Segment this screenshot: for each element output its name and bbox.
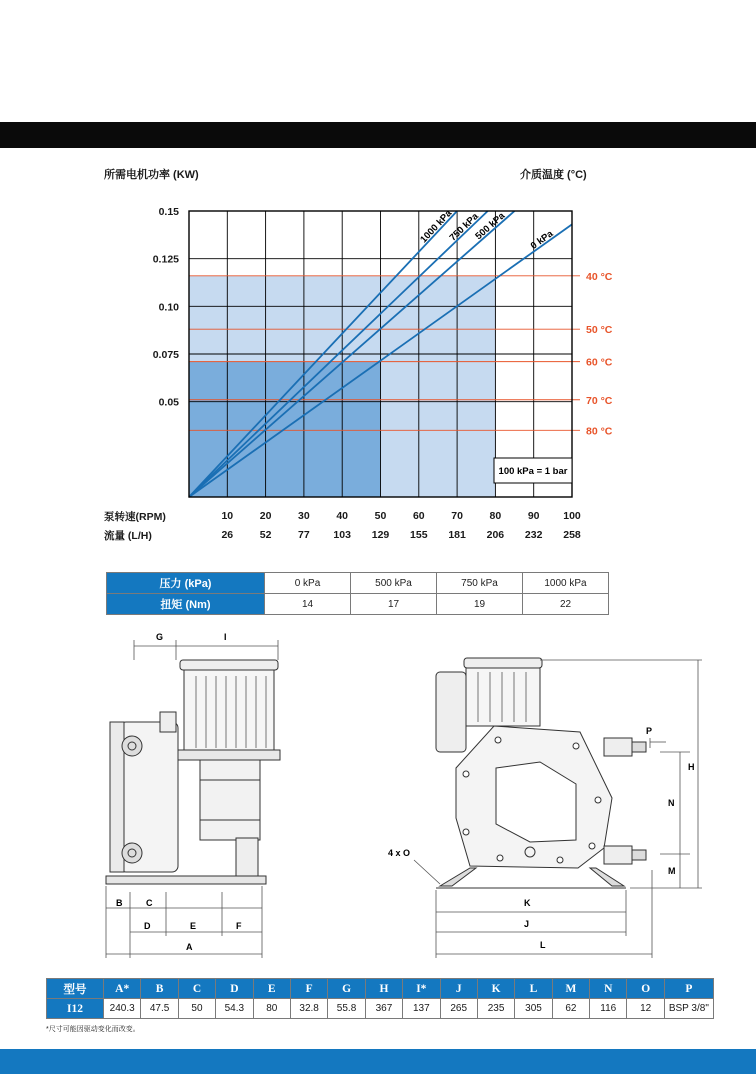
dim-value: BSP 3/8" — [664, 999, 713, 1019]
dim-value: 137 — [403, 999, 440, 1019]
rpm-row-label: 泵转速(RPM) — [104, 511, 166, 523]
pressure-cell: 1000 kPa — [523, 573, 609, 594]
dim-value: 47.5 — [141, 999, 178, 1019]
temperature-label: 50 °C — [586, 324, 613, 337]
dim-model: I12 — [47, 999, 104, 1019]
torque-cell: 17 — [351, 594, 437, 615]
temperature-label: 70 °C — [586, 394, 613, 407]
dim-value: 32.8 — [290, 999, 327, 1019]
side-view — [106, 640, 280, 958]
temperature-label: 60 °C — [586, 356, 613, 369]
torque-label: 扭矩 (Nm) — [107, 594, 265, 615]
dim-header-row — [47, 979, 714, 999]
y-tick-label: 0.10 — [158, 301, 179, 314]
dim-label-e: E — [190, 921, 197, 931]
rpm-tick-label: 90 — [527, 510, 540, 522]
dim-label-c: C — [146, 898, 153, 908]
flow-tick-label: 181 — [448, 529, 466, 541]
torque-cell: 19 — [437, 594, 523, 615]
rpm-tick-label: 20 — [259, 510, 272, 522]
temperature-label: 40 °C — [586, 270, 613, 283]
dim-label-l: L — [540, 940, 546, 950]
dim-header: M — [552, 979, 589, 999]
dim-header: O — [627, 979, 664, 999]
dim-header: I* — [403, 979, 440, 999]
footer-band — [0, 1049, 756, 1074]
dim-header: N — [590, 979, 627, 999]
torque-cell: 22 — [523, 594, 609, 615]
dim-header: 型号 — [47, 979, 104, 999]
temperature-axis-title: 介质温度 (°C) — [520, 169, 587, 181]
series-label: 0 kPa — [528, 228, 556, 252]
dim-label-p: P — [646, 726, 653, 736]
rpm-tick-label: 40 — [336, 510, 349, 522]
dim-header: D — [216, 979, 253, 999]
flow-tick-label: 258 — [563, 529, 581, 541]
rpm-tick-label: 70 — [451, 510, 463, 522]
note-text: 100 kPa = 1 bar — [498, 466, 568, 477]
dim-header: G — [328, 979, 365, 999]
dim-value: 367 — [365, 999, 402, 1019]
dim-value-row — [47, 999, 714, 1019]
dim-label-d: D — [144, 921, 151, 931]
pressure-torque-table — [106, 572, 609, 615]
rpm-tick-label: 10 — [221, 510, 234, 522]
flow-tick-label: 103 — [333, 529, 351, 541]
pressure-cell: 750 kPa — [437, 573, 523, 594]
torque-row — [107, 594, 609, 615]
dim-value: 235 — [477, 999, 514, 1019]
series-label: 1000 kPa — [418, 208, 455, 246]
flow-tick-label: 232 — [524, 529, 543, 541]
dim-label-h: H — [688, 762, 695, 772]
unit-note — [494, 458, 572, 483]
y-ticks — [153, 206, 179, 409]
dim-label-g: G — [156, 632, 164, 642]
flow-row-label: 流量 (L/H) — [104, 530, 152, 542]
y-tick-label: 0.125 — [152, 253, 179, 266]
footnote: *尺寸可能因驱动变化而改变。 — [46, 1026, 140, 1033]
bolt-label: 4 x O — [388, 848, 411, 858]
dim-header: P — [664, 979, 713, 999]
flow-tick-label: 206 — [486, 529, 505, 541]
rpm-tick-label: 50 — [374, 510, 387, 522]
dim-label-k: K — [524, 898, 531, 908]
dim-header: K — [477, 979, 514, 999]
series-label: 500 kPa — [473, 210, 508, 243]
front-view — [414, 658, 702, 958]
temperature-label: 80 °C — [586, 425, 613, 438]
dim-header: E — [253, 979, 290, 999]
dim-value: 62 — [552, 999, 589, 1019]
dim-label-m: M — [668, 866, 676, 876]
dim-value: 116 — [590, 999, 627, 1019]
dim-label-f: F — [236, 921, 242, 931]
flow-tick-label: 77 — [298, 529, 310, 541]
y-tick-label: 0.05 — [158, 396, 179, 409]
dim-value: 54.3 — [216, 999, 253, 1019]
flow-tick-label: 52 — [259, 529, 272, 541]
dim-header: A* — [104, 979, 141, 999]
pump-dimension-drawing — [0, 620, 756, 970]
rpm-tick-label: 80 — [489, 510, 502, 522]
pressure-cell: 0 kPa — [265, 573, 351, 594]
dim-label-j: J — [524, 919, 530, 929]
dim-header: J — [440, 979, 477, 999]
dim-value: 305 — [515, 999, 552, 1019]
dim-label-n: N — [668, 798, 675, 808]
flow-tick-label: 26 — [221, 529, 234, 541]
rpm-tick-label: 60 — [412, 510, 425, 522]
dimension-table — [46, 978, 714, 1019]
pressure-cell: 500 kPa — [351, 573, 437, 594]
dim-label-b: B — [116, 898, 123, 908]
flow-tick-label: 129 — [371, 529, 390, 541]
y-axis-title: 所需电机功率 (KW) — [104, 169, 199, 181]
pressure-row — [107, 573, 609, 594]
dim-value: 12 — [627, 999, 664, 1019]
rpm-tick-label: 100 — [563, 510, 581, 522]
y-tick-label: 0.075 — [152, 349, 179, 361]
series-label: 750 kPa — [447, 211, 481, 244]
dim-value: 50 — [178, 999, 215, 1019]
flow-tick-label: 155 — [410, 529, 428, 541]
dim-header: L — [515, 979, 552, 999]
dim-label-a: A — [186, 942, 193, 952]
dim-header: C — [178, 979, 215, 999]
dim-value: 55.8 — [328, 999, 365, 1019]
torque-cell: 14 — [265, 594, 351, 615]
dim-value: 80 — [253, 999, 290, 1019]
rpm-tick-label: 30 — [298, 510, 310, 522]
dim-header: B — [141, 979, 178, 999]
dim-label-i: I — [224, 632, 227, 642]
dim-header: H — [365, 979, 402, 999]
dim-header: F — [290, 979, 327, 999]
dim-value: 240.3 — [104, 999, 141, 1019]
x-ticks — [221, 510, 580, 541]
y-tick-label: 0.15 — [158, 206, 179, 218]
dim-value: 265 — [440, 999, 477, 1019]
pressure-label: 压力 (kPa) — [107, 573, 265, 594]
